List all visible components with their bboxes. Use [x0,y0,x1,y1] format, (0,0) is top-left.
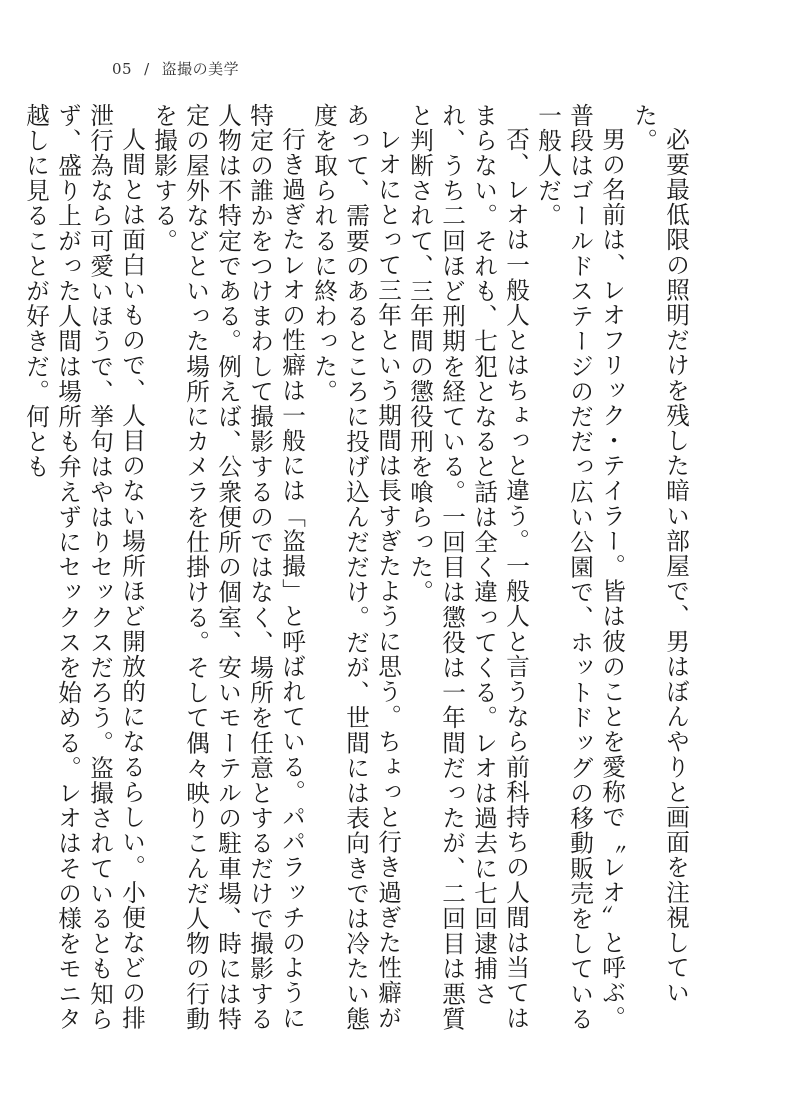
paragraph: 否、レオは一般人とはちょっと違う。一般人と言うなら前科持ちの人間は当てはまらない。それも、七犯となると話は全く違ってくる。レオは過去に七回逮捕され、うち二回ほど刑期を経ている。一回目は懲役は一年間だったが、二回目は悪質と判断されて、三年間の懲役刑を喰らった。 [406,103,530,1032]
paragraph: 男の名前は、レオフリック・テイラー。皆は彼のことを愛称で〝レオ〟と呼ぶ。普段はゴールドステージのだだっ広い公園で、ホットドッグの移動販売をしている一般人だ。 [534,103,626,1032]
body-text [20,103,692,1043]
paragraph: 行き過ぎたレオの性癖は一般には「盗撮」と呼ばれている。パパラッチのように特定の誰かをつけまわして撮影するのではなく、場所を任意とするだけで撮影する人物は不特定である。例えば、公衆便所の個室、安いモーテルの駐車場、時には特定の屋外などといった場所にカメラを仕掛ける。そして偶々映りこんだ人物の行動を撮影する。 [150,103,306,1032]
paragraph: 人間とは面白いもので、人目のない場所ほど開放的になるらしい。小便などの排泄行為なら可愛いほうで、挙句はやはりセックスだろう。盗撮されているとも知らず、盛り上がった人間は場所も弁えずにセックスを始める。レオはその様をモニタ越しに見ることが好きだ。何とも [22,103,146,1032]
paragraph: レオにとって三年という期間は長すぎたように思う。ちょっと行き過ぎた性癖があって、需要のあるところに投げ込んだだけ。だが、世間には表向きでは冷たい態度を取られるに終わった。 [310,103,402,1032]
chapter-title: 盗撮の美学 [161,60,240,78]
paragraph: 必要最低限の照明だけを残した暗い部屋で、男はぼんやりと画面を注視していた。 [630,103,690,1006]
page-number: 05 [112,60,133,78]
running-header [112,58,251,79]
header-separator: / [144,60,150,78]
